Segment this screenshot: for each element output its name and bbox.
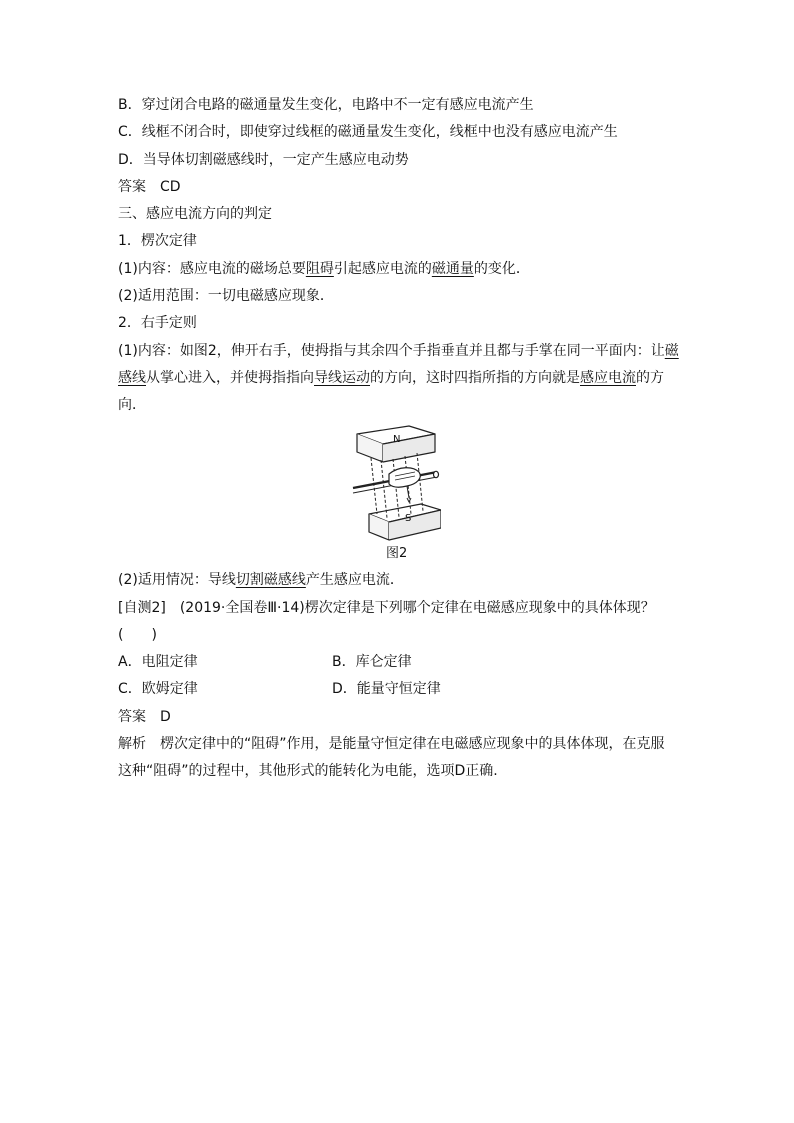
lenz-content-a: (1)内容：感应电流的磁场总要 [118,261,306,277]
test2-stem: [自测2] (2019·全国卷Ⅲ·14)楞次定律是下列哪个定律在电磁感应现象中的具体体现？ [118,600,655,616]
test2-option-d: D．能量守恒定律 [332,681,441,697]
test2-paren: ( ) [118,627,157,643]
label-s: S [405,513,412,524]
blank-zuai: 阻碍 [305,261,334,277]
right-hand-heading: 2．右手定则 [118,315,197,331]
option-c-prev: C．线框不闭合时，即使穿过线框的磁通量发生变化，线框中也没有感应电流产生 [118,124,618,140]
test2-option-b: B．库仑定律 [332,654,412,670]
blank-ganying-dianliu: 感应电流 [580,370,636,386]
rh-l2-a: 从掌心进入，并使拇指指向 [146,370,314,386]
magnet-figure [349,422,441,544]
lenz-scope: (2)适用范围：一切电磁感应现象． [118,288,334,304]
test2-option-c: C．欧姆定律 [118,681,198,697]
right-hand-situation [118,570,404,590]
test2-answer: 答案 D [118,709,171,725]
lenz-content [118,259,530,279]
situation-b: 产生感应电流． [305,572,404,588]
right-hand-line1 [118,341,679,361]
blank-ci: 磁 [664,343,679,359]
blank-daoxian-yundong: 导线运动 [314,370,370,386]
figure-caption: 图2 [386,546,408,561]
blank-ganxian: 感线 [118,370,146,386]
blank-qiege: 切割磁感线 [235,572,306,588]
test2-option-a: A．电阻定律 [118,654,198,670]
lenz-content-c: 的变化． [473,261,530,277]
answer-cd: 答案 CD [118,179,181,195]
right-hand-line2 [118,368,664,388]
lenz-heading: 1．楞次定律 [118,233,197,249]
blank-citongliang: 磁通量 [431,261,474,277]
rh-l2-b: 的方向，这时四指所指的方向就是 [370,370,580,386]
situation-a: (2)适用情况：导线 [118,572,236,588]
rh-l1-text: (1)内容：如图2，伸开右手，使拇指与其余四个手指垂直并且都与手掌在同一平面内：让 [118,343,665,359]
test2-analysis-2: 这种“阻碍”的过程中，其他形式的能转化为电能，选项D正确. [118,763,498,779]
section-title: 三、感应电流方向的判定 [118,206,272,222]
test2-analysis-1: 解析 楞次定律中的“阻碍”作用，是能量守恒定律在电磁感应现象中的具体体现，在克服 [118,736,665,752]
label-n: N [393,434,401,445]
lenz-content-b: 引起感应电流的 [333,261,432,277]
right-hand-line3: 向． [118,397,146,413]
option-b-prev: B．穿过闭合电路的磁通量发生变化，电路中不一定有感应电流产生 [118,97,534,113]
rh-l2-c: 的方 [636,370,664,386]
option-d-prev: D．当导体切割磁感线时，一定产生感应电动势 [118,152,409,168]
